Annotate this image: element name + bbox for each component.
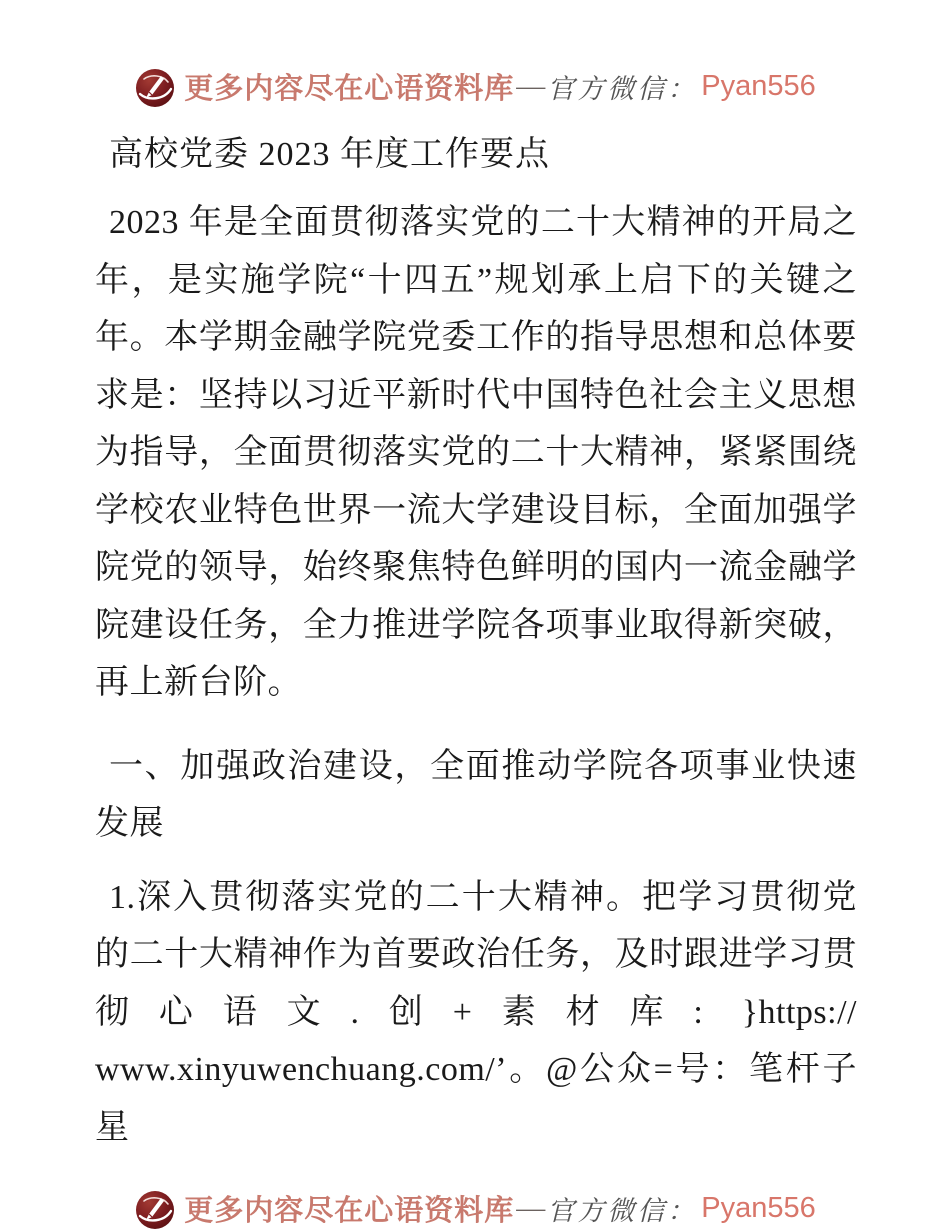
brand-text: 更多内容尽在心语资料库 bbox=[184, 72, 515, 105]
paragraph-intro: 2023 年是全面贯彻落实党的二十大精神的开局之年，是实施学院“十四五”规划承上启下的关键之年。本学期金融学院党委工作的指导思想和总体要求是：坚持以习近平新时代中国特色社会主义思想为指导，全面贯彻落实党的二十大精神，紧紧围绕学校农业特色世界一流大学建设目标，全面加强学院党的领导，始终聚焦特色鲜明的国内一流金融学院建设任务，全力推进学院各项事业取得新突破，再上新台阶。 bbox=[95, 204, 857, 701]
section-heading-1: 一、加强政治建设，全面推动学院各项事业快速发展 bbox=[95, 747, 857, 842]
wechat-label: 官方微信： bbox=[547, 1195, 698, 1226]
banner-separator: — bbox=[516, 1191, 546, 1224]
header-banner bbox=[0, 0, 950, 114]
paragraph-item-1: 1.深入贯彻落实党的二十大精神。把学习贯彻党的二十大精神作为首要政治任务，及时跟进学习贯彻心语文.创+素材库: }https://​www.xinyuwenchuang.com/’。@公众=号：笔杆子星 bbox=[95, 878, 857, 1146]
wechat-id: Pyan556 bbox=[701, 69, 816, 102]
wechat-label: 官方微信： bbox=[547, 73, 698, 104]
pen-circle-logo-icon bbox=[134, 1189, 176, 1230]
wechat-id: Pyan556 bbox=[701, 1191, 816, 1224]
banner-separator: — bbox=[516, 69, 546, 102]
brand-text: 更多内容尽在心语资料库 bbox=[184, 1194, 515, 1227]
document-title: 高校党委 2023 年度工作要点 bbox=[109, 136, 550, 173]
footer-banner bbox=[0, 1180, 950, 1230]
pen-circle-logo-icon bbox=[134, 67, 176, 109]
